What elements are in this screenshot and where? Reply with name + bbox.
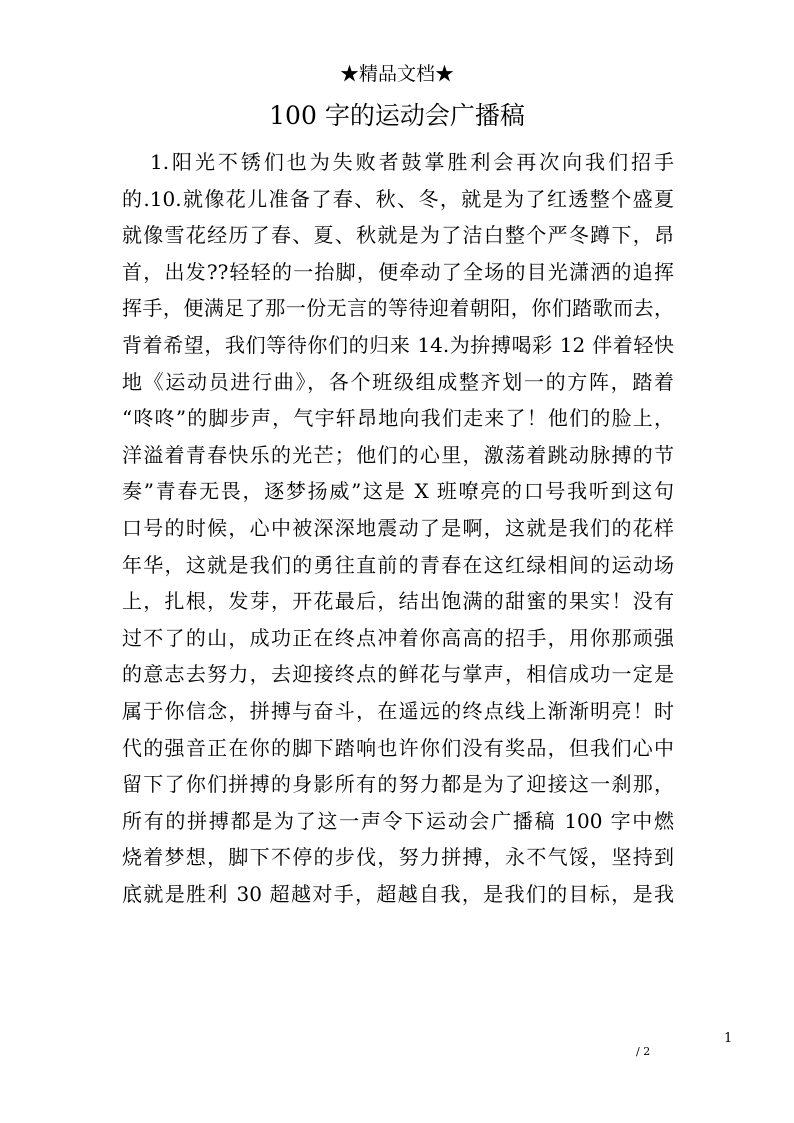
text-line: 背着希望，我们等待你们的归来 14.为拚搏喝彩 12 伴着轻快 [122,332,674,357]
text-line: 过不了的山，成功正在终点冲着你高高的招手，用你那顽强 [122,625,674,650]
text-line: 的.10.就像花儿准备了春、秋、冬，就是为了红透整个盛夏 [122,186,674,211]
text-line: 洋溢着青春快乐的光芒；他们的心里，激荡着跳动脉搏的节 [122,442,674,467]
document-header: ★精品文档★ [339,63,454,85]
text-line: 属于你信念，拼搏与奋斗，在遥远的终点线上渐渐明亮！时 [122,698,674,723]
text-line: 地《运动员进行曲》，各个班级组成整齐划一的方阵，踏着 [122,369,674,394]
text-line: 首，出发??轻轻的一抬脚，便牵动了全场的目光潇洒的追挥 [122,259,674,284]
document-title: 100 字的运动会广播稿 [269,101,525,130]
text-line: 的意志去努力，去迎接终点的鲜花与掌声，相信成功一定是 [122,662,674,687]
text-line: 代的强音正在你的脚下踏响也许你们没有奖品，但我们心中 [122,735,674,760]
text-line: 所有的拼搏都是为了这一声令下运动会广播稿 100 字中燃 [122,808,674,833]
page-number: 1 [724,1031,733,1046]
text-line: 1.阳光不锈们也为失败者鼓掌胜利会再次向我们招手 [150,150,674,174]
text-line: 口号的时候，心中被深深地震动了是啊，这就是我们的花样 [122,515,674,540]
text-line: 就像雪花经历了春、夏、秋就是为了洁白整个严冬蹲下，昂 [122,223,674,248]
text-line: 奏”青春无畏，逐梦扬威”这是 X 班嘹亮的口号我听到这句 [122,479,674,504]
text-line: 留下了你们拼搏的身影所有的努力都是为了迎接这一刹那， [122,772,674,797]
text-line: “咚咚”的脚步声，气宇轩昂地向我们走来了！他们的脸上， [122,406,674,431]
text-line: 底就是胜利 30 超越对手，超越自我，是我们的目标，是我 [122,881,674,906]
document-body [122,144,674,912]
page-count: / 2 [636,1045,651,1058]
text-line: 年华，这就是我们的勇往直前的青春在这红绿相间的运动场 [122,552,674,577]
text-line: 烧着梦想，脚下不停的步伐，努力拼搏，永不气馁，坚持到 [122,845,674,870]
text-line: 上，扎根，发芽，开花最后，结出饱满的甜蜜的果实！没有 [122,589,674,614]
text-line: 挥手，便满足了那一份无言的等待迎着朝阳，你们踏歌而去， [122,296,674,321]
